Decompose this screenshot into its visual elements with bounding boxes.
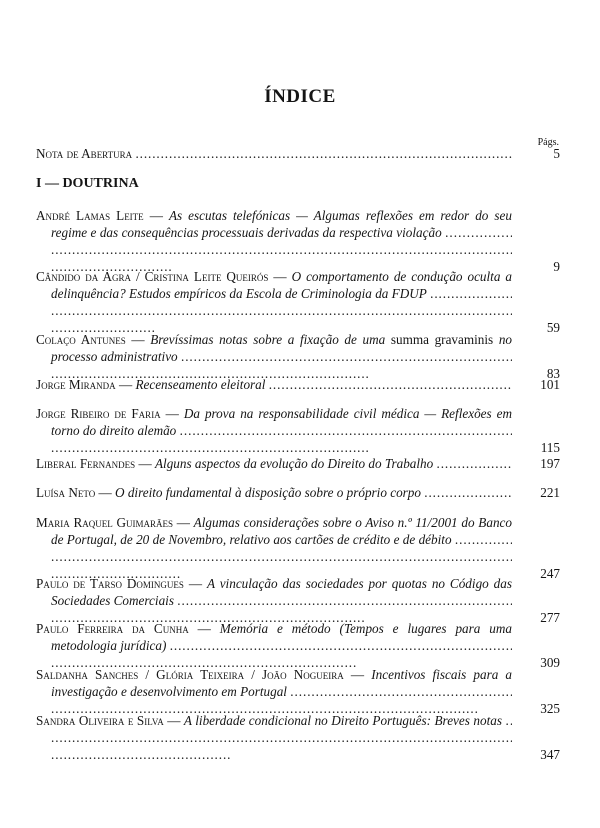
toc-entry[interactable]: [36, 620, 560, 671]
entry-title: Da prova na responsabilidade civil médica — Reflexões em torno do direito alemão: [51, 406, 512, 438]
separator: —: [143, 208, 169, 223]
separator: —: [115, 377, 136, 392]
page-number: 5: [553, 146, 560, 161]
entry-title: O direito fundamental à disposição sobre o próprio corpo: [115, 485, 421, 500]
page-number: 277: [540, 610, 560, 625]
separator: —: [183, 576, 207, 591]
entry-title: Incentivos fiscais para a investigação e desenvolvimento em Portugal: [51, 667, 512, 699]
entry-title: Memória e método (Tempos e lugares para uma metodologia jurídica): [51, 621, 512, 653]
page-number: 59: [546, 320, 560, 335]
entry-author: Cândido da Agra / Cristina Leite Queirós: [36, 269, 269, 284]
entry-author: Maria Raquel Guimarães: [36, 515, 174, 530]
entry-title: O comportamento de condução oculta a delinquência? Estudos empíricos da Escola de Criminologia da FDUP: [51, 269, 512, 301]
page-number: 101: [540, 377, 560, 392]
separator: —: [95, 485, 115, 500]
entry-author: Luísa Neto: [36, 485, 96, 500]
page-number: 115: [540, 440, 560, 455]
entry-author: Colaço Antunes: [36, 332, 126, 347]
separator: —: [343, 667, 372, 682]
separator: —: [125, 332, 151, 347]
toc-entry[interactable]: [36, 455, 560, 472]
entry-title: A liberdade condicional no Direito Português: Breves notas: [183, 713, 502, 728]
toc-entry[interactable]: [36, 376, 560, 393]
page-number: 197: [540, 456, 560, 471]
page-title: ÍNDICE: [264, 86, 336, 107]
page-number: 347: [540, 747, 560, 762]
separator: —: [173, 515, 194, 530]
toc-entry[interactable]: [36, 484, 560, 501]
toc-entry[interactable]: [36, 575, 560, 626]
entry-title: Algumas considerações sobre o Aviso n.º 11/2001 do Banco de Portugal, de 20 de Novembro, relativo aos cartões de crédito e de débito: [51, 515, 512, 547]
entry-author: Jorge Ribeiro de Faria: [36, 406, 161, 421]
entry-author: Saldanha Sanches / Glória Teixeira / João Nogueira: [36, 667, 344, 682]
toc-entry[interactable]: [36, 331, 560, 382]
separator: —: [135, 456, 155, 471]
page-number: 9: [553, 259, 560, 274]
toc-entry[interactable]: [36, 514, 560, 582]
entry-title: Alguns aspectos da evolução do Direito do Trabalho: [154, 456, 434, 471]
toc-entry[interactable]: [36, 712, 560, 763]
separator: —: [268, 269, 292, 284]
entry-title-part: no processo administrativo: [51, 332, 512, 364]
page-number: 325: [540, 701, 560, 716]
entry-title: As escutas telefónicas — Algumas reflexões em redor do seu regime e das consequências processuais derivadas da respectiva violação: [51, 208, 512, 240]
page-number: 247: [540, 566, 560, 581]
toc-entry-nota-de-abertura[interactable]: [36, 145, 560, 162]
page-number: 83: [546, 366, 560, 381]
entry-title-latin: summa gravaminis: [390, 332, 494, 347]
pages-column-header: Págs.: [537, 137, 559, 148]
entry-title: A vinculação das sociedades por quotas no Código das Sociedades Comerciais: [51, 576, 512, 608]
toc-entry[interactable]: [36, 207, 560, 275]
entry-author: Paulo Ferreira da Cunha: [36, 621, 189, 636]
toc-entry[interactable]: [36, 405, 560, 456]
entry-author: Liberal Fernandes: [36, 456, 136, 471]
entry-author: André Lamas Leite: [36, 208, 144, 223]
toc-entry[interactable]: [36, 268, 560, 336]
toc-entry[interactable]: [36, 666, 560, 717]
front-matter-label: Nota de Abertura: [36, 146, 133, 161]
entry-title-part: Brevíssimas notas sobre a fixação de uma: [150, 332, 386, 347]
page-number: 309: [540, 655, 560, 670]
entry-author: Jorge Miranda: [36, 377, 116, 392]
separator: —: [163, 713, 184, 728]
page-number: 221: [540, 485, 560, 500]
entry-author: Paulo de Tarso Domingues: [36, 576, 184, 591]
separator: —: [160, 406, 184, 421]
separator: —: [188, 621, 220, 636]
section-heading: I — DOUTRINA: [36, 176, 139, 191]
entry-title: Recenseamento eleitoral: [135, 377, 266, 392]
entry-author: Sandra Oliveira e Silva: [36, 713, 164, 728]
